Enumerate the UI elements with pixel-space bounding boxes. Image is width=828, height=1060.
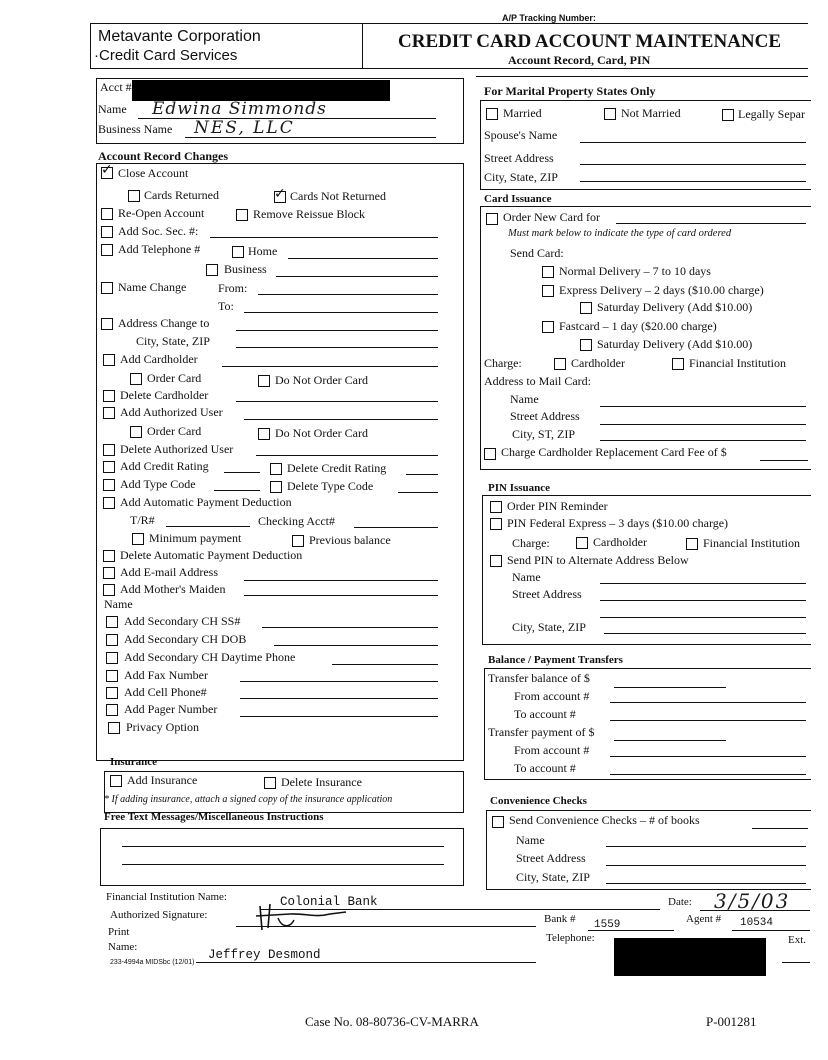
checks-heading: Convenience Checks — [490, 795, 587, 807]
bank-value: 1559 — [594, 919, 621, 931]
delete-authorized-checkbox[interactable] — [103, 444, 115, 456]
card-charge-cardholder-checkbox[interactable] — [554, 358, 566, 370]
add-fax-checkbox[interactable] — [106, 670, 118, 682]
mail-name-label: Name — [510, 392, 539, 406]
agent-value: 10534 — [740, 917, 774, 929]
prev-balance-label: Previous balance — [309, 533, 391, 547]
name-value: Edwina Simmonds — [152, 99, 327, 119]
min-payment-label: Minimum payment — [149, 531, 242, 545]
telephone-label: Telephone: — [546, 932, 595, 944]
print-label: Print — [108, 926, 130, 938]
send-checks-checkbox[interactable] — [492, 816, 504, 828]
legally-sep-checkbox[interactable] — [722, 109, 734, 121]
pin-name-label: Name — [512, 570, 541, 584]
add-telephone-label: Add Telephone # — [118, 242, 201, 256]
delete-cardholder-label: Delete Cardholder — [120, 388, 209, 402]
business-label: Business Name — [98, 122, 173, 136]
delete-credit-rating-label: Delete Credit Rating — [287, 461, 387, 475]
pin-fedex-label: PIN Federal Express – 3 days ($10.00 charge) — [507, 516, 729, 530]
add-type-code-checkbox[interactable] — [103, 479, 115, 491]
header-rule — [90, 23, 808, 24]
name-label: Name — [98, 102, 127, 116]
signature-scribble — [250, 898, 360, 934]
cards-not-returned-checkbox[interactable] — [274, 191, 286, 203]
express-delivery-checkbox[interactable] — [542, 285, 554, 297]
pin-heading: PIN Issuance — [488, 482, 551, 494]
saturday2-label: Saturday Delivery (Add $10.00) — [597, 337, 753, 351]
replacement-fee-checkbox[interactable] — [484, 448, 496, 460]
add-email-label: Add E-mail Address — [120, 565, 218, 579]
replacement-fee-label: Charge Cardholder Replacement Card Fee of $ — [501, 445, 727, 459]
marital-heading: For Marital Property States Only — [484, 84, 656, 98]
add-cardholder-label: Add Cardholder — [120, 352, 198, 366]
from2-label: From account # — [514, 743, 590, 757]
home-checkbox[interactable] — [232, 246, 244, 258]
pin-city-label: City, State, ZIP — [512, 620, 586, 634]
close-account-checkbox[interactable] — [101, 167, 113, 179]
bates-number: P-001281 — [706, 1014, 757, 1029]
form-code: 233-4994a MIDSbc (12/01) — [110, 959, 195, 966]
add-sec-phone-label: Add Secondary CH Daytime Phone — [124, 650, 296, 664]
add-cell-checkbox[interactable] — [106, 687, 118, 699]
add-credit-rating-label: Add Credit Rating — [120, 459, 209, 473]
not-married-checkbox[interactable] — [604, 108, 616, 120]
spouse-label: Spouse's Name — [484, 128, 558, 142]
send-checks-label: Send Convenience Checks – # of books — [509, 813, 700, 827]
saturday2-checkbox[interactable] — [580, 339, 592, 351]
signature-label: Authorized Signature: — [110, 909, 208, 921]
add-insurance-label: Add Insurance — [127, 773, 198, 787]
delete-auto-payment-checkbox[interactable] — [103, 550, 115, 562]
tr-label: T/R# — [130, 513, 155, 527]
delete-type-code-label: Delete Type Code — [287, 479, 374, 493]
from-label: From: — [218, 281, 248, 295]
checking-label: Checking Acct# — [258, 514, 335, 528]
pin-reminder-checkbox[interactable] — [490, 501, 502, 513]
add-insurance-checkbox[interactable] — [110, 775, 122, 787]
add-authorized-checkbox[interactable] — [103, 407, 115, 419]
transfer-balance-label: Transfer balance of $ — [488, 671, 590, 685]
to1-label: To account # — [514, 707, 576, 721]
free-text-heading: Free Text Messages/Miscellaneous Instructions — [104, 811, 324, 823]
pin-street-label: Street Address — [512, 587, 582, 601]
married-label: Married — [503, 106, 542, 120]
add-maiden-checkbox[interactable] — [103, 584, 115, 596]
business-phone-label: Business — [224, 262, 267, 276]
record-changes-heading: Account Record Changes — [98, 149, 228, 163]
marital-city-label: City, State, ZIP — [484, 170, 558, 184]
pin-reminder-label: Order PIN Reminder — [507, 499, 608, 513]
normal-delivery-checkbox[interactable] — [542, 266, 554, 278]
date-label: Date: — [668, 896, 692, 908]
card-charge-cardholder-label: Cardholder — [571, 356, 625, 370]
agent-label: Agent # — [686, 913, 722, 925]
add-maiden-label-2: Name — [104, 597, 133, 611]
delete-cardholder-checkbox[interactable] — [103, 390, 115, 402]
do-not-order-label: Do Not Order Card — [275, 373, 368, 387]
do-not-order2-label: Do Not Order Card — [275, 426, 368, 440]
legally-sep-label: Legally Separ — [738, 107, 805, 121]
free-text-box[interactable] — [100, 828, 464, 886]
city-state-zip-label: City, State, ZIP — [136, 334, 210, 348]
address-mail-label: Address to Mail Card: — [484, 374, 591, 388]
add-sec-ss-checkbox[interactable] — [106, 616, 118, 628]
mail-street-label: Street Address — [510, 409, 580, 423]
pin-charge-fi-label: Financial Institution — [703, 536, 800, 550]
add-email-checkbox[interactable] — [103, 567, 115, 579]
order-new-card-label: Order New Card for — [503, 210, 600, 224]
delete-type-code-checkbox[interactable] — [270, 481, 282, 493]
delete-authorized-label: Delete Authorized User — [120, 442, 234, 456]
pin-fedex-checkbox[interactable] — [490, 518, 502, 530]
add-cell-label: Add Cell Phone# — [124, 685, 207, 699]
add-pager-checkbox[interactable] — [106, 704, 118, 716]
min-payment-checkbox[interactable] — [132, 533, 144, 545]
card-charge-fi-label: Financial Institution — [689, 356, 786, 370]
reopen-label: Re-Open Account — [118, 206, 205, 220]
header-left-border — [90, 23, 91, 68]
ext-label: Ext. — [788, 934, 807, 946]
do-not-order2-checkbox[interactable] — [258, 428, 270, 440]
to2-label: To account # — [514, 761, 576, 775]
add-telephone-checkbox[interactable] — [101, 244, 113, 256]
remove-reissue-checkbox[interactable] — [236, 209, 248, 221]
add-soc-checkbox[interactable] — [101, 226, 113, 238]
pin-charge-cardholder-label: Cardholder — [593, 535, 647, 549]
case-number: Case No. 08-80736-CV-MARRA — [305, 1014, 479, 1029]
order-card2-checkbox[interactable] — [130, 426, 142, 438]
add-sec-ss-label: Add Secondary CH SS# — [124, 614, 241, 628]
mail-city-label: City, ST, ZIP — [512, 427, 576, 441]
fi-label: Financial Institution Name: — [106, 891, 227, 903]
form-title: CREDIT CARD ACCOUNT MAINTENANCE — [398, 31, 782, 52]
insurance-note: * If adding insurance, attach a signed copy of the insurance application — [104, 794, 393, 805]
fastcard-label: Fastcard – 1 day ($20.00 charge) — [559, 319, 717, 333]
add-sec-dob-label: Add Secondary CH DOB — [124, 632, 247, 646]
add-pager-label: Add Pager Number — [124, 702, 218, 716]
fi-value: Colonial Bank — [280, 895, 378, 909]
name-change-checkbox[interactable] — [101, 282, 113, 294]
card-issuance-heading: Card Issuance — [484, 193, 552, 205]
order-new-card-checkbox[interactable] — [486, 213, 498, 225]
bank-label: Bank # — [544, 913, 576, 925]
add-soc-label: Add Soc. Sec. #: — [118, 224, 199, 238]
order-card2-label: Order Card — [147, 424, 202, 438]
pin-alternate-checkbox[interactable] — [490, 555, 502, 567]
company-name: Metavante Corporation — [98, 28, 261, 45]
add-auto-payment-checkbox[interactable] — [103, 497, 115, 509]
redaction-telephone — [614, 938, 766, 976]
privacy-label: Privacy Option — [126, 720, 199, 734]
delete-insurance-label: Delete Insurance — [281, 775, 362, 789]
pin-charge-cardholder-checkbox[interactable] — [576, 537, 588, 549]
date-value: 3/5/03 — [714, 889, 791, 913]
business-phone-checkbox[interactable] — [206, 264, 218, 276]
division-name: Credit Card Services — [99, 47, 238, 64]
saturday1-checkbox[interactable] — [580, 302, 592, 314]
add-fax-label: Add Fax Number — [124, 668, 208, 682]
transfer-payment-label: Transfer payment of $ — [488, 725, 595, 739]
card-charge-label: Charge: — [484, 356, 522, 370]
print-name-label: Name: — [108, 941, 138, 953]
form-subtitle: Account Record, Card, PIN — [508, 53, 651, 67]
checks-name-label: Name — [516, 833, 545, 847]
express-delivery-label: Express Delivery – 2 days ($10.00 charge) — [559, 283, 764, 297]
cards-not-returned-label: Cards Not Returned — [290, 189, 386, 203]
add-sec-dob-checkbox[interactable] — [106, 634, 118, 646]
must-mark-note: Must mark below to indicate the type of card ordered — [508, 228, 732, 239]
pin-alternate-label: Send PIN to Alternate Address Below — [507, 553, 689, 567]
saturday1-label: Saturday Delivery (Add $10.00) — [597, 300, 753, 314]
add-sec-phone-checkbox[interactable] — [106, 652, 118, 664]
delete-auto-payment-label: Delete Automatic Payment Deduction — [120, 548, 303, 562]
prev-balance-checkbox[interactable] — [292, 535, 304, 547]
delete-insurance-checkbox[interactable] — [264, 777, 276, 789]
name-change-label: Name Change — [118, 280, 187, 294]
cards-returned-checkbox[interactable] — [128, 190, 140, 202]
marital-street-label: Street Address — [484, 151, 554, 165]
add-cardholder-checkbox[interactable] — [103, 354, 115, 366]
pin-charge-fi-checkbox[interactable] — [686, 538, 698, 550]
normal-delivery-label: Normal Delivery – 7 to 10 days — [559, 264, 711, 278]
order-card-label: Order Card — [147, 371, 202, 385]
not-married-label: Not Married — [621, 106, 681, 120]
cards-returned-label: Cards Returned — [144, 188, 219, 202]
close-account-label: Close Account — [118, 166, 189, 180]
address-change-checkbox[interactable] — [101, 318, 113, 330]
privacy-checkbox[interactable] — [108, 722, 120, 734]
do-not-order-checkbox[interactable] — [258, 375, 270, 387]
card-charge-fi-checkbox[interactable] — [672, 358, 684, 370]
business-value: NES, LLC — [194, 118, 295, 138]
tracking-label: A/P Tracking Number: — [502, 13, 596, 23]
redaction-acct — [132, 80, 390, 101]
add-credit-rating-checkbox[interactable] — [103, 461, 115, 473]
acct-label: Acct # — [100, 80, 132, 94]
print-name-value: Jeffrey Desmond — [208, 948, 321, 962]
insurance-heading: Insurance — [110, 756, 158, 768]
reopen-checkbox[interactable] — [101, 208, 113, 220]
address-change-label: Address Change to — [118, 316, 210, 330]
fastcard-checkbox[interactable] — [542, 321, 554, 333]
from1-label: From account # — [514, 689, 590, 703]
header-bottom-rule — [90, 68, 808, 69]
add-authorized-label: Add Authorized User — [120, 405, 223, 419]
send-card-label: Send Card: — [510, 246, 564, 260]
balance-heading: Balance / Payment Transfers — [488, 654, 623, 666]
married-checkbox[interactable] — [486, 108, 498, 120]
home-label: Home — [248, 244, 278, 258]
add-type-code-label: Add Type Code — [120, 477, 196, 491]
checks-street-label: Street Address — [516, 851, 586, 865]
order-card-checkbox[interactable] — [130, 373, 142, 385]
remove-reissue-label: Remove Reissue Block — [253, 207, 365, 221]
checks-city-label: City, State, ZIP — [516, 870, 590, 884]
pin-charge-label: Charge: — [512, 536, 550, 550]
to-label: To: — [218, 299, 234, 313]
add-maiden-label: Add Mother's Maiden — [120, 582, 226, 596]
header-divider — [362, 23, 363, 68]
add-auto-payment-label: Add Automatic Payment Deduction — [120, 495, 292, 509]
delete-credit-rating-checkbox[interactable] — [270, 463, 282, 475]
